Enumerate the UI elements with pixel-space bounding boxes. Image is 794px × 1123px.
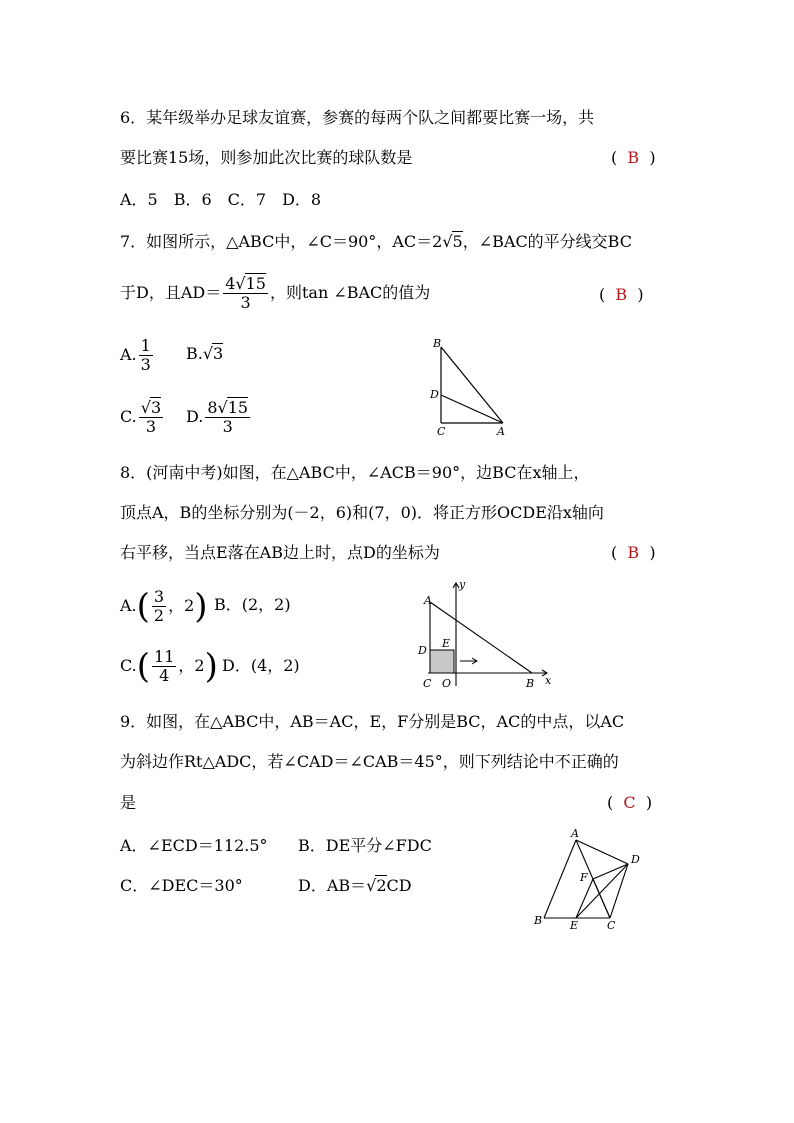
q8-option-c: C.( $\frac{11}{4}$ ，2) [120,646,218,687]
q9-line2: 为斜边作Rt△ADC，若∠CAD＝∠CAB＝45°，则下列结论中不正确的 [120,752,619,771]
q6-line2: 要比赛15场，则参加此次比赛的球队数是 [120,148,413,167]
q9-line3: 是 [120,793,137,812]
q8-label-a: A [424,594,432,607]
q7-line2-post: ，则tan ∠BAC的值为 [269,283,431,302]
q7-triangle-figure [425,335,515,440]
q8-label-b: B [526,677,535,690]
q7-label-d: D [430,388,439,401]
q7-option-a: A. $\frac{1}{3}$ [120,336,151,374]
q8-label-e: E [442,637,451,650]
q8-option-a: A.( $\frac{3}{2}$ ，2) [120,586,208,627]
q9-answer: ( C ) [607,793,653,812]
q9-label-f: F [580,871,588,884]
q7-line1-post: ，∠BAC的平分线交BC [462,232,632,251]
q8-line3: 右平移，当点E落在AB边上时，点D的坐标为 [120,543,440,562]
q8-coordinate-figure [410,578,560,693]
q7-option-c: C. $\frac{√3}{3}$ [120,398,162,436]
q7-option-b: B.√3 [186,344,224,363]
q8-line1: 8．(河南中考)如图，在△ABC中，∠ACB＝90°，边BC在x轴上， [120,463,590,482]
q8-answer-letter: B [627,543,640,562]
q7-label-c: C [437,425,446,438]
q8-option-d: D．(4，2) [222,656,300,675]
q9-option-d: D．AB＝√2CD [298,876,412,895]
q8-label-d: D [418,644,427,657]
q7-label-a: A [497,425,505,438]
q9-option-b: B．DE平分∠FDC [298,836,432,855]
q9-label-a: A [571,827,579,840]
q9-label-c: C [607,919,616,932]
q6-options: A．5 B．6 C．7 D．8 [120,190,322,209]
q8-label-y: y [459,578,466,591]
q9-label-d: D [631,853,640,866]
q8-label-x: x [545,674,552,687]
q6-answer: ( B ) [611,148,656,167]
q9-line1: 9．如图，在△ABC中，AB＝AC，E，F分别是BC，AC的中点，以AC [120,712,625,731]
q7-line2-pre: 于D，且AD＝ [120,283,222,302]
q7-ac-radicand: 5 [452,232,463,251]
q7-answer: ( B ) [599,285,644,304]
q7-line1: 7．如图所示，△ABC中，∠C＝90°，AC＝2√5，∠BAC的平分线交BC [120,232,632,251]
q8-label-c: C [423,677,432,690]
q6-line1: 6．某年级举办足球友谊赛，参赛的每两个队之间都要比赛一场，共 [120,108,595,127]
q8-label-o: O [442,677,452,690]
q9-geometry-figure [530,822,650,932]
q7-label-b: B [433,337,442,350]
q9-answer-letter: C [623,793,636,812]
q9-label-b: B [534,914,543,927]
q7-line1-pre: 7．如图所示，△ABC中，∠C＝90°，AC＝2 [120,232,443,251]
q7-answer-letter: B [615,285,628,304]
q7-option-d: D. $\frac{8√15}{3}$ [186,398,249,436]
q9-label-e: E [570,919,579,932]
q9-option-a: A．∠ECD＝112.5° [120,836,268,855]
q7-line2 [120,268,430,318]
q8-option-b: B．(2，2) [214,595,291,614]
q7-ad-fraction: $\frac{4√15}{3}$ [225,274,266,312]
q9-option-c: C．∠DEC＝30° [120,876,243,895]
q8-line2: 顶点A，B的坐标分别为(－2，6)和(7，0)．将正方形OCDE沿x轴向 [120,503,604,522]
q6-answer-letter: B [627,148,640,167]
q8-answer: ( B ) [611,543,656,562]
